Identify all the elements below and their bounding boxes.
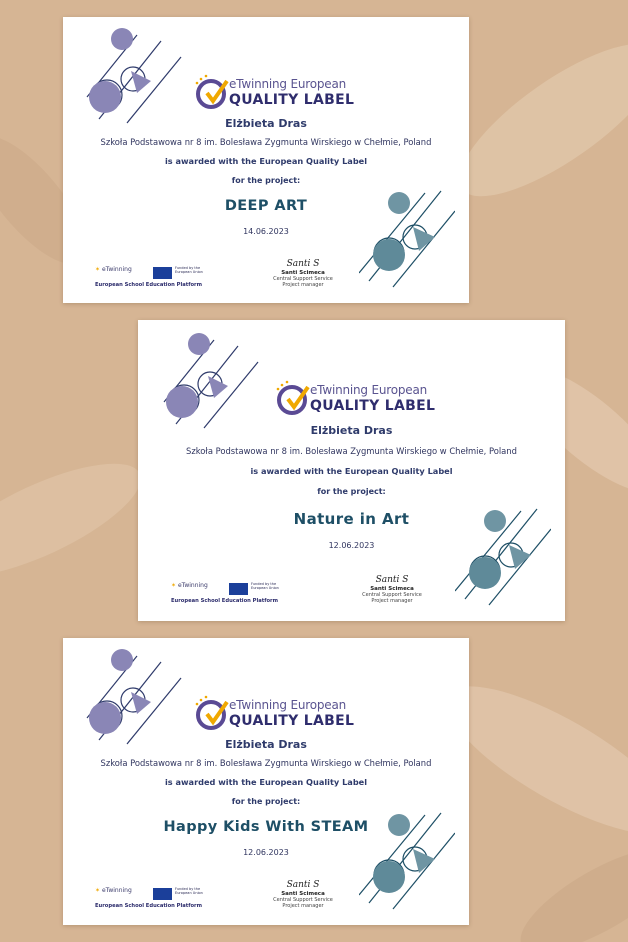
signature: Santi S (286, 880, 320, 890)
award-date: 12.06.2023 (328, 541, 375, 550)
recipient-name: Elżbieta Dras (310, 424, 393, 437)
school-name: Szkoła Podstawowa nr 8 im. Bolesława Zygmunta Wirskiego w Chełmie, Poland (100, 758, 432, 768)
decorative-circles-graphic (77, 27, 187, 127)
logo-line2: QUALITY LABEL (310, 398, 436, 414)
award-text: is awarded with the European Quality Label (164, 777, 368, 787)
logo-line2: QUALITY LABEL (229, 92, 355, 108)
decorative-circles-graphic (359, 189, 455, 289)
quality-label-logo (274, 379, 444, 419)
footer-logos (171, 582, 301, 608)
signer-role: Central Support Service (273, 276, 333, 282)
esep-label: European School Education Platform (95, 282, 202, 288)
esep-label: European School Education Platform (95, 903, 202, 909)
q-logo-icon (274, 379, 314, 419)
signer-name: Santi Scimeca (281, 270, 325, 276)
etwinning-logo: ✶ eTwinning (95, 887, 132, 894)
signer-name: Santi Scimeca (281, 891, 325, 897)
logo-line1: eTwinning European (310, 383, 428, 397)
q-logo-icon (193, 73, 233, 113)
project-title: DEEP ART (224, 198, 308, 214)
funded-by-eu: Funded by the European Union (251, 582, 279, 590)
signer-title: Project manager (371, 598, 413, 604)
logo-line1: eTwinning European (229, 698, 347, 712)
award-date: 12.06.2023 (243, 848, 289, 857)
eu-flag-icon (229, 583, 248, 595)
signature: Santi S (375, 575, 409, 585)
quality-label-logo (193, 694, 363, 734)
eu-flag-icon (153, 267, 172, 279)
etwinning-logo: ✶ eTwinning (95, 266, 132, 273)
certificate-3 (63, 638, 469, 925)
signer-title: Project manager (282, 903, 324, 909)
esep-label: European School Education Platform (171, 598, 278, 604)
certificate-1 (63, 17, 469, 303)
signature-block (352, 575, 432, 615)
funded-by-eu: Funded by the European Union (175, 266, 203, 274)
decorative-circles-graphic (359, 811, 455, 911)
funded-by-eu: Funded by the European Union (175, 887, 203, 895)
quality-label-logo (193, 73, 363, 113)
certificate-2 (138, 320, 565, 621)
project-title: Nature in Art (293, 510, 410, 528)
decorative-circles-graphic (77, 648, 187, 748)
for-project-label: for the project: (231, 176, 301, 185)
signer-role: Central Support Service (273, 897, 333, 903)
recipient-name: Elżbieta Dras (225, 117, 307, 130)
signer-title: Project manager (282, 282, 324, 288)
award-date: 14.06.2023 (243, 227, 289, 236)
project-title: Happy Kids With STEAM (163, 819, 369, 835)
q-logo-icon (193, 694, 233, 734)
school-name: Szkoła Podstawowa nr 8 im. Bolesława Zygmunta Wirskiego w Chełmie, Poland (186, 446, 517, 456)
for-project-label: for the project: (317, 487, 386, 496)
recipient-name: Elżbieta Dras (225, 738, 307, 751)
signer-role: Central Support Service (362, 592, 422, 598)
signature: Santi S (286, 259, 320, 269)
signer-name: Santi Scimeca (370, 586, 414, 592)
decorative-circles-graphic (455, 507, 551, 607)
school-name: Szkoła Podstawowa nr 8 im. Bolesława Zygmunta Wirskiego w Chełmie, Poland (100, 137, 432, 147)
signature-block (263, 259, 343, 299)
for-project-label: for the project: (231, 797, 301, 806)
logo-line1: eTwinning European (229, 77, 347, 91)
footer-logos (95, 887, 225, 913)
decorative-circles-graphic (154, 332, 264, 432)
signature-block (263, 880, 343, 920)
logo-line2: QUALITY LABEL (229, 713, 355, 729)
award-text: is awarded with the European Quality Label (250, 466, 453, 476)
footer-logos (95, 266, 225, 292)
eu-flag-icon (153, 888, 172, 900)
etwinning-logo: ✶ eTwinning (171, 582, 208, 589)
award-text: is awarded with the European Quality Label (164, 156, 368, 166)
